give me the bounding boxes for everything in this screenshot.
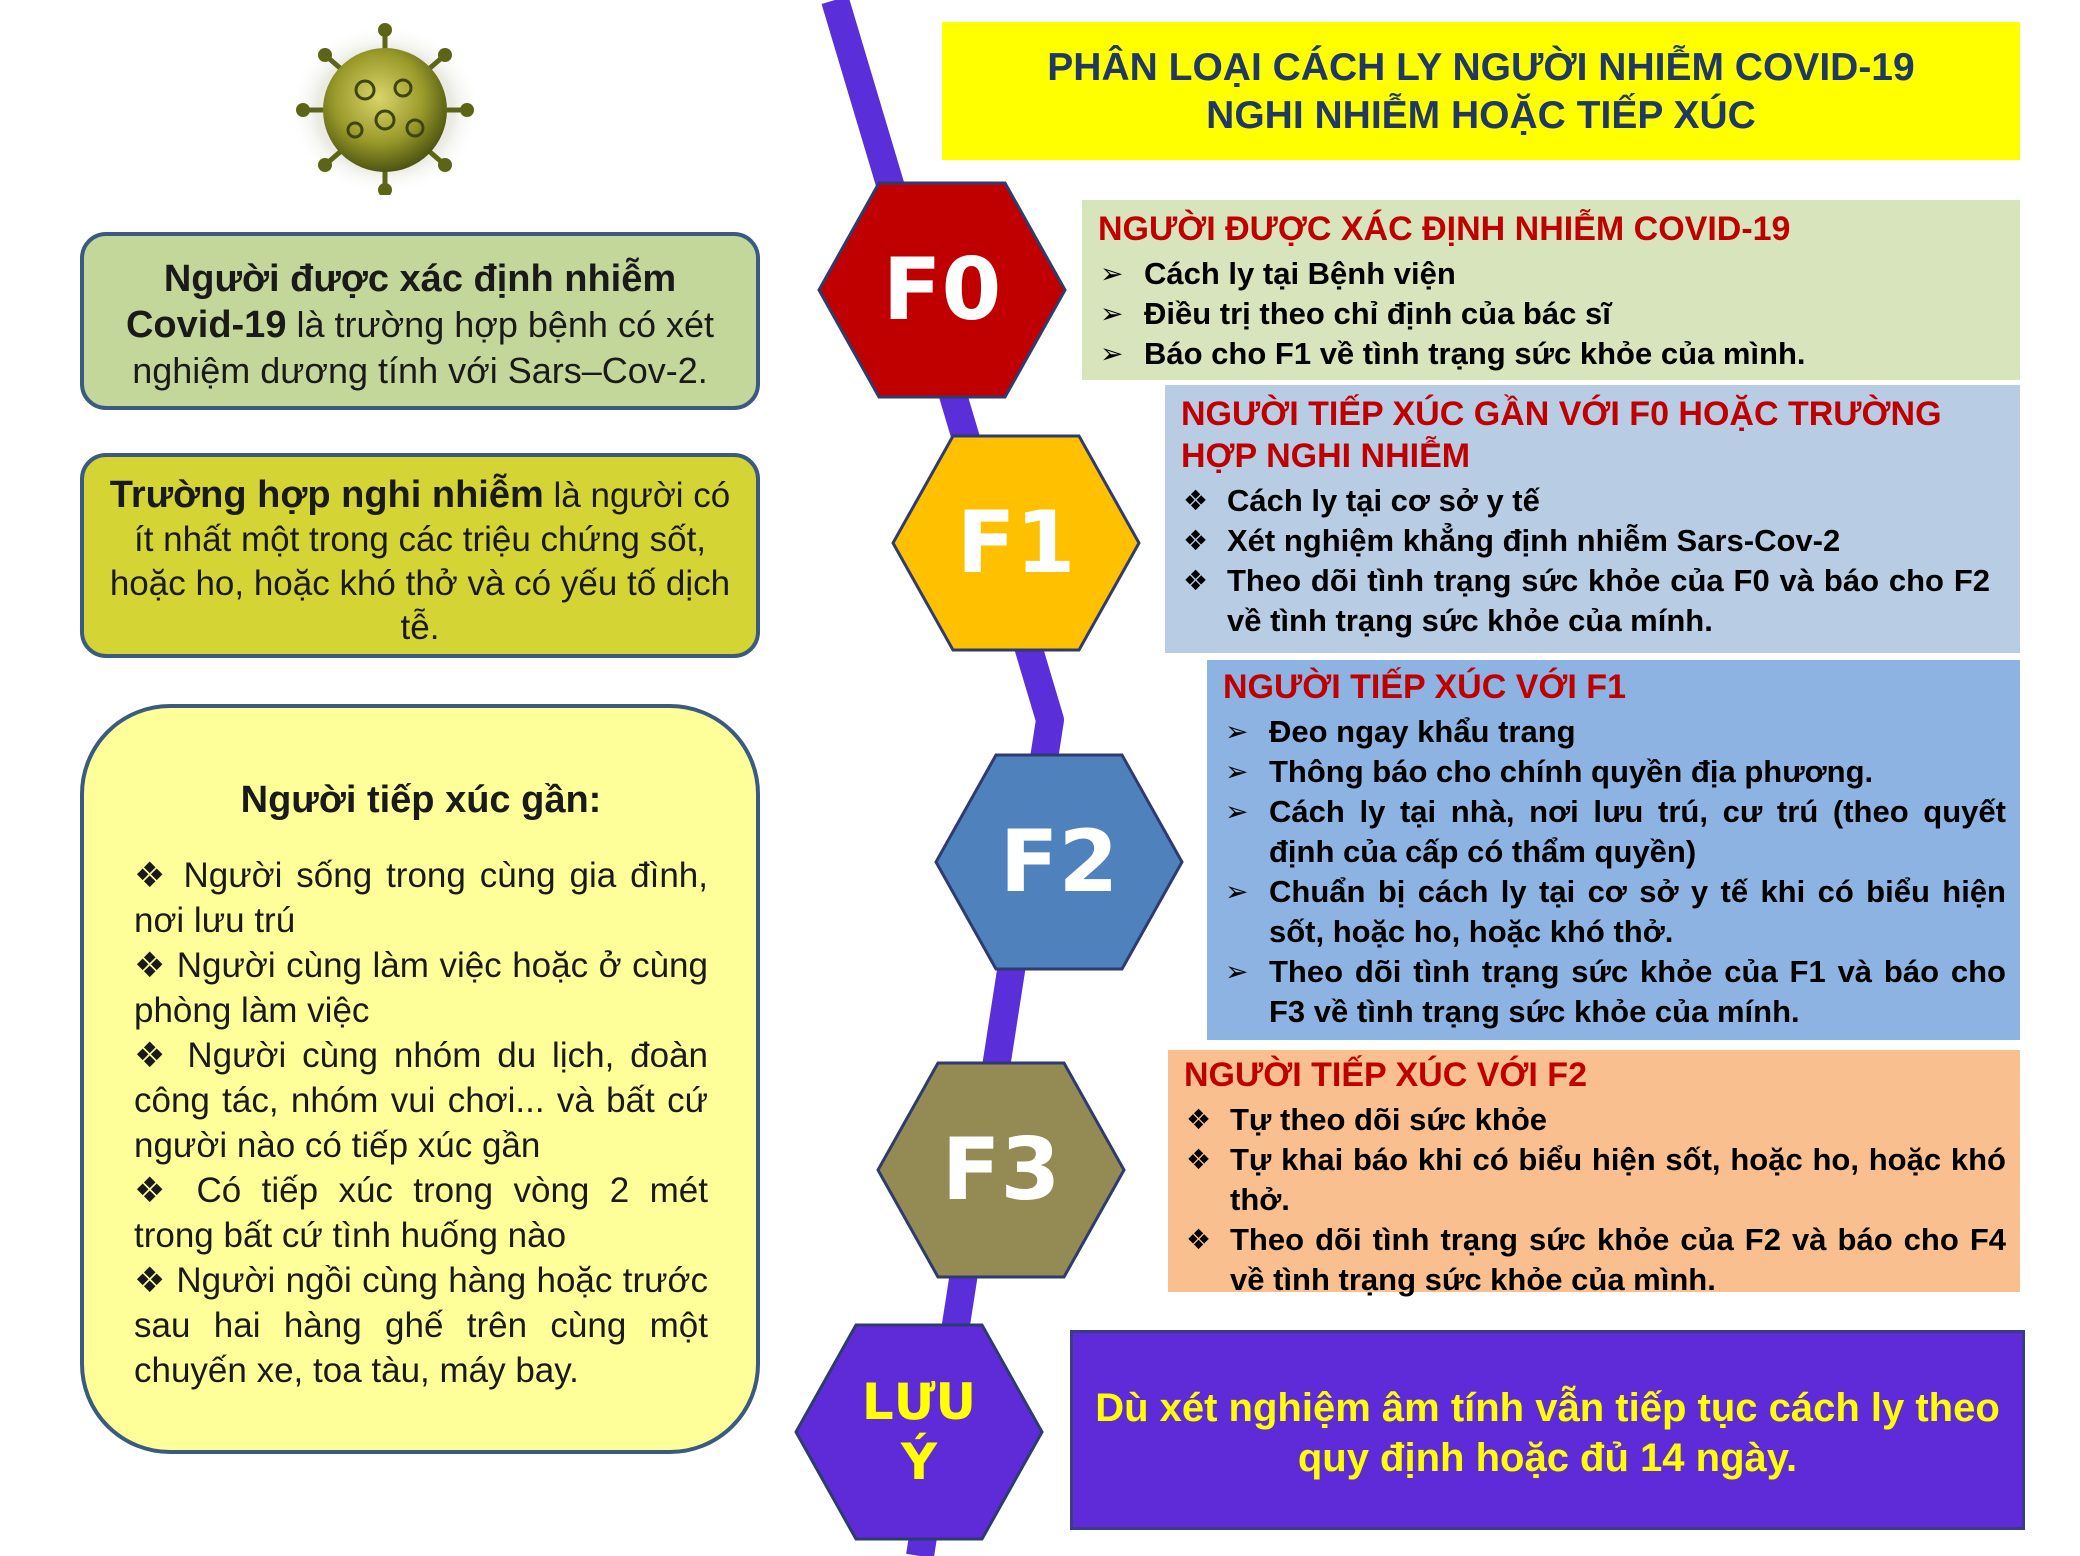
f3-item: ❖ Tự khai báo khi có biểu hiện sốt, hoặc ho, hoặc khó thở. <box>1186 1142 2006 1217</box>
f0-heading: NGƯỜI ĐƯỢC XÁC ĐỊNH NHIỄM COVID-19 <box>1098 210 1791 248</box>
f1-item: ❖ Xét nghiệm khẳng định nhiễm Sars-Cov-2 <box>1183 523 1841 558</box>
f3-item: ❖ Tự theo dõi sức khỏe <box>1186 1102 1548 1137</box>
note-text: Dù xét nghiệm âm tính vẫn tiếp tục cách ly theo quy định hoặc đủ 14 ngày. <box>1095 1386 2000 1480</box>
f1-item: ❖ Cách ly tại cơ sở y tế <box>1183 483 1540 518</box>
f1-heading: NGƯỜI TIẾP XÚC GẦN VỚI F0 HOẶC TRƯỜNG HỢP NGHI NHIỄM <box>1181 395 1942 475</box>
f3-panel <box>1168 1050 2020 1297</box>
f1-item: ❖ Theo dõi tình trạng sức khỏe của F0 và báo cho F2 về tình trạng sức khỏe của mính. <box>1183 563 1990 638</box>
close-contact-heading: Người tiếp xúc gần: <box>240 779 602 821</box>
f2-heading: NGƯỜI TIẾP XÚC VỚI F1 <box>1223 668 1626 706</box>
page-title <box>942 22 2020 160</box>
title-line-2: NGHI NHIỄM HOẶC TIẾP XÚC <box>1206 94 1756 137</box>
close-contact-item: ❖ Có tiếp xúc trong vòng 2 mét trong bất cứ tình huống nào <box>134 1171 708 1255</box>
f2-item: ➢ Đeo ngay khẩu trang <box>1225 714 1576 749</box>
f2-label: F2 <box>999 812 1119 912</box>
title-line-1: PHÂN LOẠI CÁCH LY NGƯỜI NHIỄM COVID-19 <box>1047 46 1915 89</box>
f0-label: F0 <box>882 240 1002 340</box>
f3-hexagon <box>875 1060 1127 1280</box>
f3-item: ❖ Theo dõi tình trạng sức khỏe của F2 và báo cho F4 về tình trạng sức khỏe của mình. <box>1186 1222 2006 1297</box>
f1-panel <box>1165 385 2020 653</box>
suspected-definition-box <box>80 453 760 658</box>
f0-item: ➢ Cách ly tại Bệnh viện <box>1100 256 1456 291</box>
f2-item: ➢ Theo dõi tình trạng sức khỏe của F1 và báo cho F3 về tình trạng sức khỏe của mính. <box>1225 954 2006 1029</box>
note-box <box>1070 1330 2025 1530</box>
f2-item: ➢ Chuẩn bị cách ly tại cơ sở y tế khi có biểu hiện sốt, hoặc ho, hoặc khó thở. <box>1225 874 2006 949</box>
note-hexagon <box>793 1322 1045 1542</box>
virus-icon <box>285 20 485 195</box>
f2-panel <box>1207 660 2020 1040</box>
close-contact-item: ❖ Người sống trong cùng gia đình, nơi lưu trú <box>134 856 708 940</box>
close-contact-item: ❖ Người ngồi cùng hàng hoặc trước sau hai hàng ghế trên cùng một chuyến xe, toa tàu, máy bay. <box>134 1261 708 1390</box>
f1-label: F1 <box>956 493 1076 593</box>
close-contact-item: ❖ Người cùng nhóm du lịch, đoàn công tác, nhóm vui chơi... và bất cứ người nào có tiếp xúc gần <box>134 1036 708 1165</box>
f0-item: ➢ Điều trị theo chỉ định của bác sĩ <box>1100 296 1611 331</box>
f3-label: F3 <box>941 1120 1061 1220</box>
f3-heading: NGƯỜI TIẾP XÚC VỚI F2 <box>1184 1056 1587 1094</box>
suspected-definition-text: là người có ít nhất một trong các triệu chứng sốt, hoặc ho, hoặc khó thở và có yếu tố dịch tễ. <box>109 476 731 647</box>
close-contact-item: ❖ Người cùng làm việc hoặc ở cùng phòng làm việc <box>134 946 708 1030</box>
confirmed-definition-text: là trường hợp bệnh có xét nghiệm dương tính với Sars–Cov-2. <box>132 304 715 391</box>
f2-hexagon <box>933 752 1185 972</box>
f0-hexagon <box>816 180 1068 400</box>
f1-hexagon <box>890 433 1142 653</box>
suspected-definition-lead: Trường hợp nghi nhiễm <box>109 474 544 516</box>
note-label: LƯU Ý <box>861 1373 977 1491</box>
confirmed-definition-lead: Người được xác định nhiễm Covid-19 <box>125 258 677 346</box>
f0-panel <box>1082 200 2020 380</box>
close-contact-definition-box <box>80 704 760 1454</box>
f2-item: ➢ Thông báo cho chính quyền địa phương. <box>1225 754 1874 789</box>
confirmed-definition-box <box>80 232 760 410</box>
f2-item: ➢ Cách ly tại nhà, nơi lưu trú, cư trú (theo quyết định của cấp có thẩm quyền) <box>1225 794 2006 869</box>
f0-item: ➢ Báo cho F1 về tình trạng sức khỏe của mình. <box>1100 336 1806 371</box>
